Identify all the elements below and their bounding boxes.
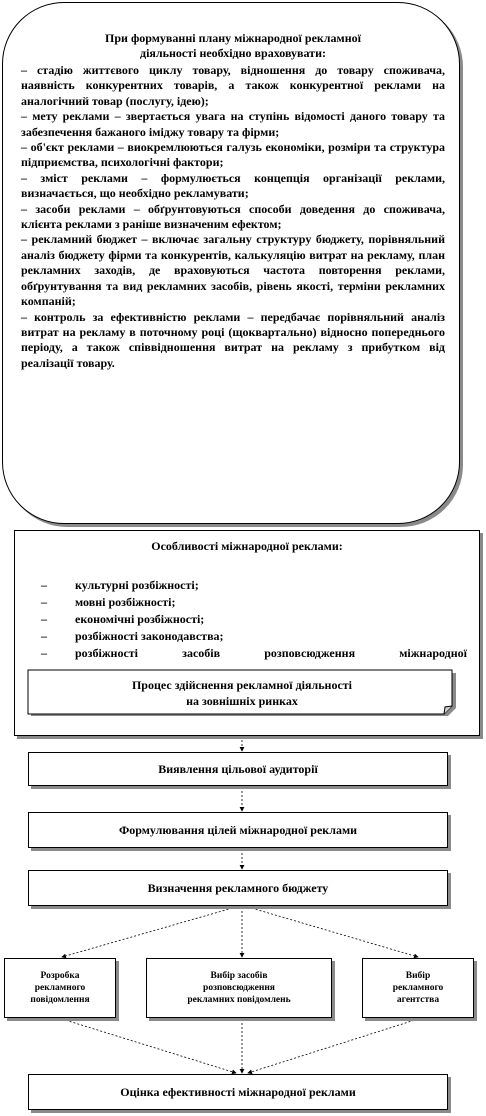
process-title-line1: Процес здійснення рекламної діяльності [131, 678, 353, 692]
feature-text: мовні розбіжності; [75, 595, 176, 609]
box-line: повідомлення [30, 995, 90, 1005]
feature-item [41, 594, 467, 611]
planning-considerations-list [21, 63, 445, 371]
box-line: рекламних повідомлень [187, 995, 291, 1005]
planning-considerations-block [2, 2, 460, 524]
features-title: Особливості міжнародної реклами: [151, 539, 343, 553]
step-identify-target-audience: Виявлення цільової аудиторії [28, 752, 448, 786]
feature-word: засобів [182, 646, 221, 660]
step-evaluate-effectiveness: Оцінка ефективності міжнародної реклами [28, 1074, 448, 1110]
box-select-agency [362, 958, 474, 1018]
planning-title-line1: При формуванні плану міжнародної рекламної [105, 31, 361, 45]
consideration-item: – мету реклами – звертається увага на ступінь відомості даного товару та забезпечення бажаного іміджу товару та фірми; [21, 109, 445, 139]
box-develop-message [4, 958, 116, 1018]
consideration-item: – зміст реклами – формулюється концепція організації реклами, визначається, що необхідно рекламувати; [21, 170, 445, 201]
process-title-box [26, 668, 458, 718]
consideration-item: – контроль за ефективністю реклами – передбачає порівняльний аналіз витрат на рекламу в поточному році (щоквартально) відносно попереднього періоду, а також співвідношення витрат на рекламу з прибутком від реалізації товару. [21, 309, 445, 370]
feature-word: розбіжності [75, 646, 138, 660]
box-line: Вибір [405, 971, 431, 981]
arrow-step3-to-box-c [248, 907, 418, 957]
dash: – [41, 595, 47, 609]
box-line: Розробка [40, 971, 80, 981]
dash: – [41, 578, 47, 592]
feature-text: розбіжності законодавства; [75, 629, 224, 643]
feature-item [41, 577, 467, 594]
arrow-box-a-to-final [62, 1019, 236, 1073]
feature-word: міжнародної [399, 646, 467, 660]
feature-text: культурні розбіжності; [75, 578, 199, 592]
feature-text: економічні розбіжності; [75, 612, 205, 626]
feature-item [41, 628, 467, 645]
box-line: Вибір засобів [210, 971, 268, 981]
dash: – [41, 612, 47, 626]
consideration-item: – засоби реклами – обґрунтовуються способи доведення до споживача, клієнта реклами з раніше визначеним ефектом; [21, 201, 445, 232]
consideration-item: – рекламний бюджет – включає загальну структуру бюджету, порівняльний аналіз бюджету фірми та конкурентів, калькуляцію витрат на рекламу, план рекламних заходів, де враховуються частота повторення реклами, обґрунтування та вид рекламних засобів, рівень якості, терміни рекламних компаній; [21, 232, 445, 309]
box-select-media [146, 958, 332, 1018]
box-line: розповсюдження [203, 983, 275, 993]
consideration-item: – стадію життєвого циклу товару, відношення до товару споживача, наявність конкурентних товарів, а також конкурентної реклами на аналогічний товар (послугу, ідею); [21, 63, 445, 108]
process-title [66, 677, 418, 709]
process-title-line2: на зовнішніх ринках [186, 694, 298, 708]
arrow-step3-to-box-a [62, 907, 236, 957]
dash: – [41, 629, 47, 643]
feature-word: розповсюдження [264, 646, 356, 660]
consideration-item: – об'єкт реклами – виокремлюються галузь економіки, розміри та структура підприємства, психологічні фактори; [21, 140, 445, 170]
box-line: рекламного [34, 983, 86, 993]
feature-item [41, 611, 467, 628]
features-list [41, 577, 467, 662]
step-formulate-goals: Формулювання цілей міжнародної реклами [28, 812, 448, 848]
step-define-budget: Визначення рекламного бюджету [28, 870, 448, 906]
planning-title-line2: діяльності необхідно враховувати: [140, 46, 326, 60]
planning-title [21, 31, 445, 61]
box-line: агентства [396, 995, 440, 1005]
dash: – [41, 646, 47, 660]
arrow-box-c-to-final [248, 1019, 418, 1073]
box-line: рекламного [392, 983, 444, 993]
feature-item [41, 645, 467, 662]
